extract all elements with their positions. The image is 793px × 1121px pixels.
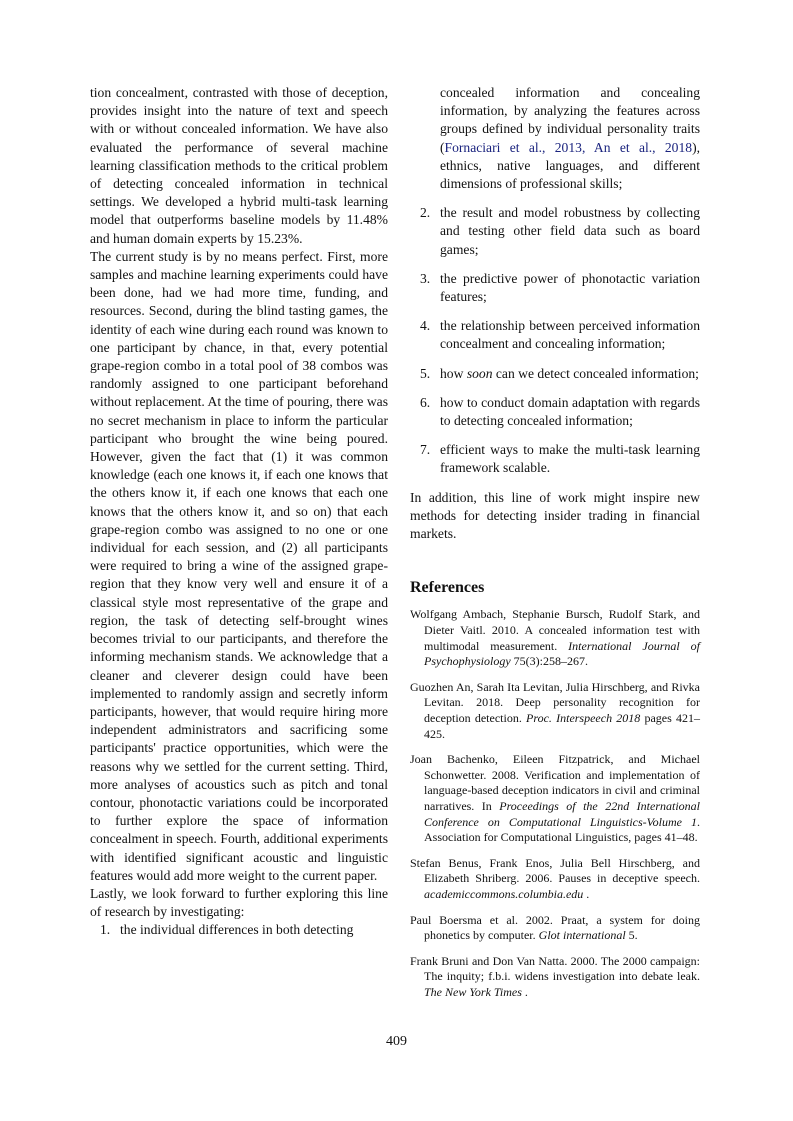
- future-item-1: 1. the individual differences in both detecting: [100, 922, 354, 938]
- reference-entry: Paul Boersma et al. 2002. Praat, a system for doing phonetics by computer. Glot international 5.: [410, 912, 700, 943]
- future-item-3: 3. the predictive power of phonotactic variation features;: [420, 270, 700, 305]
- citation-link[interactable]: Fornaciari et al., 2013, An et al., 2018: [444, 139, 693, 155]
- future-work-list-continued: [410, 204, 700, 477]
- future-work-intro: Lastly, we look forward to further exploring this line of research by investigating:: [90, 885, 388, 920]
- conclusion-paragraph: tion concealment, contrasted with those of deception, provides insight into the nature of text and speech with or without concealed information. We have also evaluated the performance of several machine learning classification methods to the critical problem of detecting concealed information in technical settings. We developed a hybrid multi-task learning model that outperforms baseline models by 11.48% and human domain experts by 15.23%.: [90, 85, 388, 246]
- references-list: [410, 607, 700, 1000]
- right-column: [410, 84, 700, 1011]
- future-item-1-continued: concealed information and concealing information, by analyzing the features across groups defined by individual personality traits (Fornaciari et al., 2013, An et al., 2018), ethnics, native languages, and different dimensions of professional skills;: [440, 85, 700, 192]
- limitations-paragraph: The current study is by no means perfect. First, more samples and machine learning experiments could have been done, had we had more time, funding, and resources. Second, during the blind tasting games, the identity of each wine during each round was known to one participant by chance, in that, every potential grape-region combo in a total pool of 38 combos was randomly assigned to one participant beforehand without replacement. At the time of pouring, there was no secret mechanism in place to inform the particular participant who brought the wine being poured. However, given the fact that (1) it was common knowledge (each one knows it, if each one knows that the others know it, if each one knows that each one knows that the others know it, and so on) that each grape-region combo was assigned to no one or one individual for each session, and (2) all participants were required to bring a wine of the assigned grape-region that they know very well and ensure it of a classical style most representative of the grape and region, the task of detecting self-brought wines becomes trivial to our participants, and therefore the informing mechanism stands. We acknowledge that a cleaner and cleverer design could have been implemented to randomly assign and secretly inform participants, however, that would require hiring more independent administrators and sacrificing some participants' practice opportunities, which were the reasons why we settled for the current setting. Third, more analyses of acoustics such as pitch and tonal contour, phonotactic variations could be incorporated to further explore the space of information concealment in speech. Fourth, additional experiments with identified significant acoustic and linguistic features would add more weight to the current paper.: [90, 248, 388, 883]
- page-number: 409: [386, 1034, 407, 1049]
- future-item-2: 2. the result and model robustness by collecting and testing other field data such as board games;: [420, 205, 700, 257]
- reference-entry: Stefan Benus, Frank Enos, Julia Bell Hirschberg, and Elizabeth Shriberg. 2006. Pauses in deceptive speech. academiccommons.columbia.edu .: [410, 855, 700, 901]
- future-item-4: 4. the relationship between perceived information concealment and concealing information;: [420, 318, 700, 352]
- future-work-list: [90, 921, 388, 939]
- closing-paragraph: In addition, this line of work might inspire new methods for detecting insider trading in financial markets.: [410, 489, 700, 542]
- future-item-6: 6. how to conduct domain adaptation with regards to detecting concealed information;: [420, 394, 700, 429]
- left-column: [90, 84, 388, 951]
- future-item-7: 7. efficient ways to make the multi-task learning framework scalable.: [420, 442, 700, 476]
- references-heading: References: [410, 579, 485, 597]
- reference-entry: Guozhen An, Sarah Ita Levitan, Julia Hirschberg, and Rivka Levitan. 2018. Deep personality recognition for deception detection. Proc. Interspeech 2018 pages 421–425.: [410, 679, 700, 741]
- reference-entry: Joan Bachenko, Eileen Fitzpatrick, and Michael Schonwetter. 2008. Verification and implementation of language-based deception indicators in civil and criminal narratives. In Proceedings of the 22nd International Conference on Computational Linguistics-Volume 1. Association for Computational Linguistics, pages 41–48.: [410, 752, 700, 845]
- reference-entry: Wolfgang Ambach, Stephanie Bursch, Rudolf Stark, and Dieter Vaitl. 2010. A concealed information test with multimodal measurement. International Journal of Psychophysiology 75(3):258–267.: [410, 607, 700, 669]
- reference-entry: Frank Bruni and Don Van Natta. 2000. The 2000 campaign: The inquity; f.b.i. widens investigation into debate leak. The New York Times .: [410, 953, 700, 999]
- future-item-5: 5. how soon can we detect concealed information;: [420, 365, 699, 381]
